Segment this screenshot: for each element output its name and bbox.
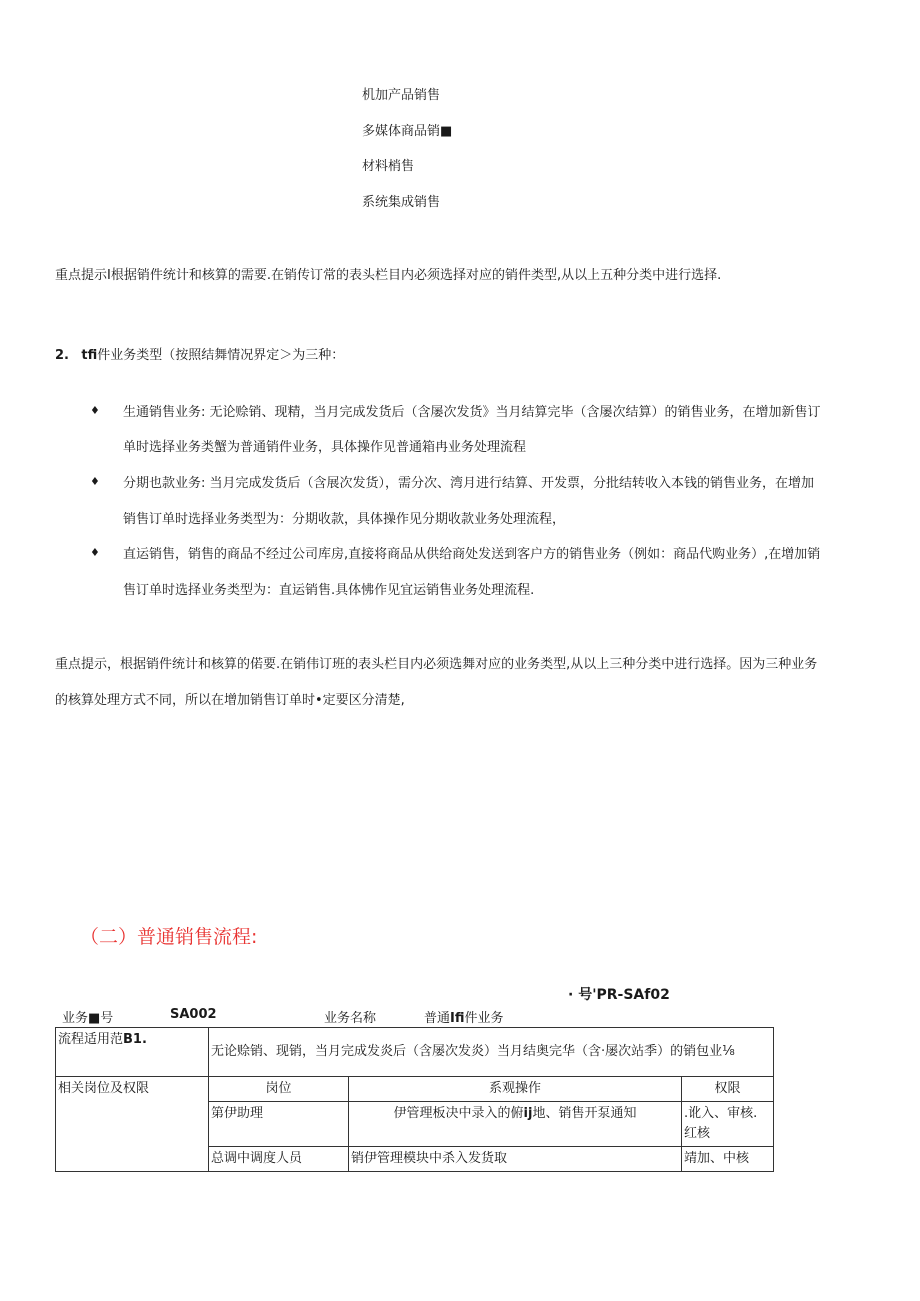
operation-code: ij xyxy=(523,1106,533,1121)
roles-label-cell xyxy=(56,1077,209,1172)
diamond-bullet-icon: ♦ xyxy=(90,475,100,488)
table-row xyxy=(56,1028,774,1077)
bullet-text: 生通销售业务: 无论赊销、现精，当月完成发货后（含屡次发货》当月结算完毕（含屡次结算）的销售业务，在增加新售订 xyxy=(123,405,821,420)
sales-type-item: 系统集成销售 xyxy=(362,195,441,210)
operation-cell xyxy=(349,1147,682,1172)
table-header-cell: 岗位 xyxy=(209,1077,349,1102)
business-name-code: Ifi xyxy=(450,1011,465,1026)
document-number: · 号'PR-SAf02 xyxy=(568,987,670,1003)
scope-label: 流程适用范 xyxy=(58,1032,124,1047)
scope-value-cell xyxy=(209,1028,774,1077)
business-name-suffix: 件业务 xyxy=(464,1011,504,1026)
business-name-label: 业务名称 xyxy=(324,1011,377,1026)
sales-type-item: 多媒体商品销■ xyxy=(362,124,453,139)
table-header-cell: 权限 xyxy=(682,1077,774,1102)
permission-line: 红核 xyxy=(684,1126,711,1141)
scope-value: 无论赊销、现销，当月完成发炎后（含屡次发炎）当月结奥完华（含·屡次站季）的销包业⅛ xyxy=(211,1044,735,1059)
role-cell: 第伊助理 xyxy=(209,1102,349,1147)
bullet-text: 售订单时选择业务类型为：直运销售.具体怫作见宜运销售业务处理流程. xyxy=(123,583,535,598)
bullet-text: 单时选择业务类蟹为普通销件业务，具体操作见普通箱冉业务处理流程 xyxy=(123,440,527,455)
operation-text: 销伊管理模块中杀入发货取 xyxy=(351,1151,508,1166)
table-row xyxy=(56,1077,774,1102)
note-paragraph: 重点提示I根据销件统计和核算的需要.在销传订常的表头栏目内必须选择对应的销件类型,从以上五种分类中进行选择. xyxy=(55,268,722,283)
bullet-text: 直运销售，销售的商品不经过公司库房,直接将商品从供给商处发送到客户方的销售业务（例如：商品代购业务）,在增加销 xyxy=(123,547,821,562)
sales-type-item: 机加产品销售 xyxy=(362,88,441,103)
roles-label: 相关岗位及权限 xyxy=(58,1081,150,1096)
business-name xyxy=(424,1007,504,1026)
role-cell: 总调中调度人员 xyxy=(209,1147,349,1172)
business-no-label: 业务■号 xyxy=(62,1011,114,1026)
note-paragraph: 的核算处理方式不同，所以在增加销售订单时•定要区分清楚, xyxy=(55,693,405,708)
operation-text: 伊管理板决中录入的俯 xyxy=(393,1106,524,1121)
operation-cell xyxy=(349,1102,682,1147)
process-table xyxy=(55,1027,774,1172)
permission-line: .讹入、审核. xyxy=(684,1106,758,1121)
section-code: tfi xyxy=(81,348,98,363)
business-name-prefix: 普通 xyxy=(424,1011,451,1026)
business-no: SA002 xyxy=(170,1007,217,1022)
scope-label-cell xyxy=(56,1028,209,1077)
section-number: 2. xyxy=(55,348,69,363)
scope-code: B1. xyxy=(123,1032,147,1047)
table-header-cell: 系观操作 xyxy=(349,1077,682,1102)
permission-cell xyxy=(682,1102,774,1147)
note-paragraph: 重点提示，根据销件统计和核算的偌要.在销伟订班的表头栏目内必须选舞对应的业务类型,从以上三种分类中进行选择。因为三种业务 xyxy=(55,657,818,672)
permission-cell xyxy=(682,1147,774,1172)
permission-line: 靖加、中核 xyxy=(684,1151,750,1166)
process-heading: （二）普通销售流程: xyxy=(80,926,258,948)
bullet-text: 销售订单时选择业务类型为：分期收款，具体操作见分期收款业务处理流程， xyxy=(123,512,566,527)
sales-type-item: 材料梢售 xyxy=(362,159,415,174)
section-title: 件业务类型（按照结舞情况界定＞为三种： xyxy=(97,348,345,363)
bullet-text: 分期也款业务: 当月完成发货后（含展次发货），需分次、湾月进行结算、开发票，分批结转收入本钱的销售业务，在增加 xyxy=(123,476,815,491)
diamond-bullet-icon: ♦ xyxy=(90,404,100,417)
section-heading xyxy=(55,344,344,363)
operation-text: 地、销售开泵通知 xyxy=(532,1106,637,1121)
diamond-bullet-icon: ♦ xyxy=(90,546,100,559)
